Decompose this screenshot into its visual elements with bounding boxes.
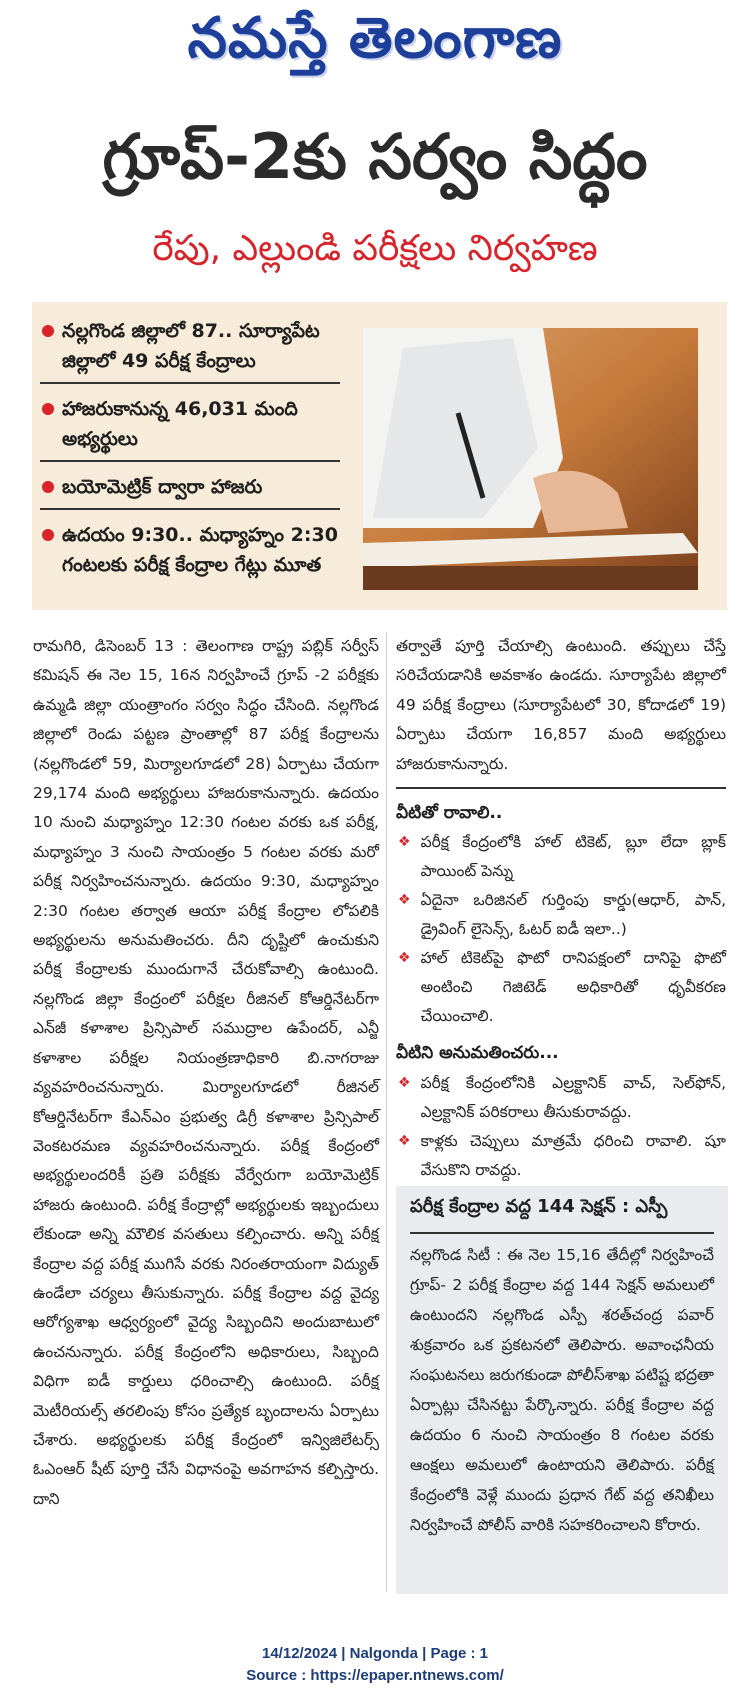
sidebox-divider xyxy=(410,1232,714,1234)
bullet-dot-icon xyxy=(42,403,54,415)
section-divider xyxy=(396,787,726,789)
footer-dateline: 14/12/2024 | Nalgonda | Page : 1 xyxy=(262,1645,488,1662)
diamond-bullet-icon: ❖ xyxy=(398,834,411,851)
bring-list xyxy=(396,828,726,1031)
bring-section-title: వీటితో రావాలి.. xyxy=(396,803,503,824)
article-continued-text: తర్వాతే పూర్తి చేయాల్సి ఉంటుంది. తప్పులు చేస్తే సరిచేయడానికి అవకాశం ఉండదు. సూర్యాపేట జిల్లాలో 49 పరీక్ష కేంద్రాలు (సూర్యాపేటలో 30, కోదాడలో 19) ఏర్పాటు చేయగా 16,857 మంది అభ్యర్థులు హాజరుకానున్నారు. xyxy=(396,637,726,773)
article-body-text: రామగిరి, డిసెంబర్ 13 : తెలంగాణ రాష్ట్ర పబ్లిక్ సర్వీస్ కమిషన్ ఈ నెల 15, 16న నిర్వహించే గ్రూప్ -2 పరీక్షకు ఉమ్మడి జిల్లా యంత్రాంగం సర్వం సిద్ధం చేసింది. నల్లగొండ జిల్లాలో రెండు పట్టణ ప్రాంతాల్లో 87 పరీక్ష కేంద్రాలను (నల్లగొండలో 59, మిర్యాలగూడలో 28) ఏర్పాటు చేయగా 29,174 మంది అభ్యర్థులు హాజరుకానున్నారు. ఉదయం 10 నుంచి మధ్యాహ్నం 12:30 గంటల వరకు ఒక పరీక్ష, మధ్యాహ్నం 3 నుంచి సాయంత్రం 5 గంటల వరకు మరో పరీక్ష నిర్వహించనున్నారు. ఉదయం 9:30, మధ్యాహ్నం 2:30 గంటల తర్వాత ఆయా పరీక్ష కేంద్రాల లోపలికి అభ్యర్థులను అనుమతించరు. దీని దృష్టిలో ఉంచుకుని పరీక్ష కేంద్రాలకు ముందుగానే చేరుకోవాల్సి ఉంటుంది. నల్లగొండ జిల్లా కేంద్రంలో పరీక్షల రీజినల్ కోఆర్డినేటర్‌గా ఎన్‌జీ కళాశాల ప్రిన్సిపాల్ సముద్రాల ఉపేందర్, ఎన్జీ కళాశాల పరీక్షల నియంత్రణాధికారి బి.నాగరాజు వ్యవహరించనున్నారు. మిర్యాలగూడలో రీజినల్ కోఆర్డినేటర్‌గా కేఎన్ఎం ప్రభుత్వ డిగ్రీ కళాశాల ప్రిన్సిపాల్ వెంకటరమణ వ్యవహరించనున్నారు. పరీక్ష కేంద్రంలో అభ్యర్థులందరికీ ప్రతి పరీక్షకు వేర్వేరుగా బయోమెట్రిక్ హాజరు ఉంటుంది. పరీక్ష కేంద్రాల్లో అభ్యర్థులకు ఇబ్బందులు లేకుండా అన్ని మౌలిక వసతులు కల్పించారు. అన్ని పరీక్ష కేంద్రాల వద్ద పరీక్ష ముగిసే వరకు నిరంతరాయంగా విద్యుత్ ఉండేలా చర్యలు తీసుకున్నారు. పరీక్ష కేంద్రాల వద్ద వైద్య ఆరోగ్యశాఖ ఆధ్వర్యంలో వైద్య సిబ్బందిని అందుబాటులో ఉంచనున్నారు. పరీక్ష కేంద్రంలోని అధికారులు, సిబ్బంది విధిగా ఐడీ కార్డులు ధరించాల్సి ఉంటుంది. పరీక్ష మెటీరియల్స్ తరలింపు కోసం ప్రత్యేక బృందాలను ఏర్పాటు చేశారు. అభ్యర్థులకు పరీక్ష కేంద్రంలో ఇన్విజిలేటర్స్ ఓఎంఆర్ షీట్ పూర్తి చేసే విధానంపై అవగాహన కల్పిస్తారు. దాని xyxy=(33,637,379,1508)
newspaper-logo: నమస్తే తెలంగాణ xyxy=(187,6,563,71)
masthead xyxy=(0,0,750,85)
bullet-dot-icon xyxy=(42,481,54,493)
sidebox-body: నల్లగొండ సిటీ : ఈ నెల 15,16 తేదీల్లో నిర్వహించే గ్రూప్- 2 పరీక్ష కేంద్రాల వద్ద 144 సెక్షన్ అమలులో ఉంటుందని నల్లగొండ ఎస్పీ శరత్‌చంద్ర పవార్ శుక్రవారం ఒక ప్రకటనలో తెలిపారు. అవాంఛనీయ సంఘటనలు జరుగకుండా పోలీస్‌శాఖ పటిష్ట భద్రతా ఏర్పాట్లు చేసినట్టు పేర్కొన్నారు. పరీక్ష కేంద్రాల వద్ద ఉదయం 6 నుంచి సాయంత్రం 8 గంటల వరకు ఆంక్షలు అమలులో ఉంటాయని తెలిపారు. పరీక్ష కేంద్రంలోకి వెళ్లే ముందు ప్రధాన గేట్ వద్ద తనిఖీలు నిర్వహించే పోలీస్ వారికి సహకరించాలని కోరారు. xyxy=(410,1246,714,1534)
sidebox-title: పరీక్ష కేంద్రాల వద్ద 144 సెక్షన్ : ఎస్పీ xyxy=(410,1196,668,1217)
diamond-bullet-icon: ❖ xyxy=(398,950,411,967)
list-item: ❖ కాళ్లకు చెప్పులు మాత్రమే ధరించి రావాలి. షూ వేసుకొని రావద్దు. xyxy=(396,1127,726,1185)
article-column-1 xyxy=(33,632,379,1514)
highlights-list xyxy=(40,312,340,592)
highlight-item xyxy=(40,390,340,462)
highlight-text: బయోమెట్రిక్ ద్వారా హాజరు xyxy=(62,476,263,498)
not-allowed-section-title: వీటిని అనుమతించరు... xyxy=(396,1043,559,1064)
column-divider xyxy=(386,632,387,1592)
highlight-item xyxy=(40,516,340,586)
student-writing-illustration xyxy=(363,328,698,590)
bullet-dot-icon xyxy=(42,325,54,337)
highlight-item xyxy=(40,312,340,384)
bullet-dot-icon xyxy=(42,529,54,541)
highlight-item xyxy=(40,468,340,510)
list-item: ❖ హాల్ టికెట్‌పై ఫొటో రానిపక్షంలో దానిపై ఫొటో అంటించి గెజిటెడ్ అధికారితో ధృవీకరణ చేయించాలి. xyxy=(396,944,726,1031)
diamond-bullet-icon: ❖ xyxy=(398,1074,411,1091)
highlight-text: హాజరుకానున్న 46,031 మంది అభ్యర్థులు xyxy=(62,398,298,450)
list-item: ❖ పరీక్ష కేంద్రంలోనికి ఎల్రక్టానిక్ వాచ్, సెల్‌ఫోన్, ఎల్రక్టానిక్ పరికరాలు తీసుకురావద్దు. xyxy=(396,1069,726,1127)
article-column-2 xyxy=(396,632,726,1185)
diamond-bullet-icon: ❖ xyxy=(398,1132,411,1149)
headline: గ్రూప్-2కు సర్వం సిద్ధం xyxy=(102,120,648,193)
exam-student-photo xyxy=(363,328,698,590)
diamond-bullet-icon: ❖ xyxy=(398,892,411,909)
highlight-text: ఉదయం 9:30.. మధ్యాహ్నం 2:30 గంటలకు పరీక్ష కేంద్రాల గేట్లు మూత xyxy=(62,524,338,576)
list-item: ❖ పరీక్ష కేంద్రంలోకి హాల్ టికెట్, బ్లూ లేదా బ్లాక్ పాయింట్ పెన్ను xyxy=(396,828,726,886)
footer-source[interactable]: Source : https://epaper.ntnews.com/ xyxy=(246,1667,504,1684)
highlight-text: నల్లగొండ జిల్లాలో 87.. సూర్యాపేట జిల్లాలో 49 పరీక్ష కేంద్రాలు xyxy=(62,320,320,372)
not-allowed-list xyxy=(396,1069,726,1185)
list-item: ❖ ఏదైనా ఒరిజినల్ గుర్తింపు కార్డు(ఆధార్, పాన్, డ్రైవింగ్ లైసెన్స్, ఓటర్ ఐడీ ఇలా..) xyxy=(396,886,726,944)
page-footer xyxy=(0,1643,750,1687)
subheadline: రేపు, ఎల్లుండి పరీక్షలు నిర్వహణ xyxy=(152,228,598,269)
